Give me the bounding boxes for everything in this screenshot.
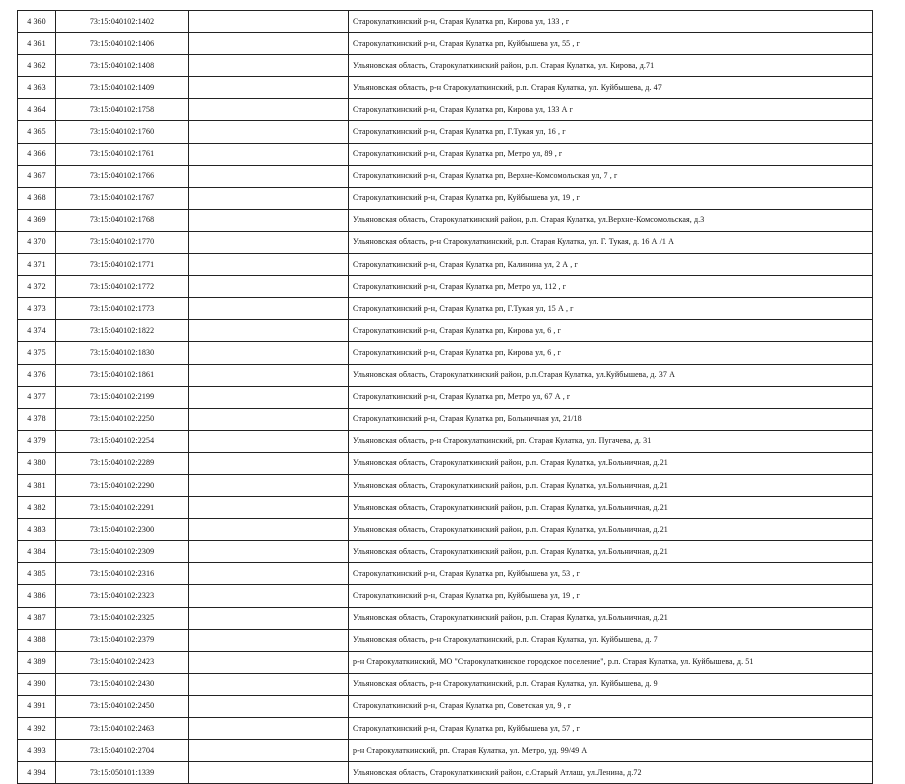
registry-table: [17, 10, 873, 784]
table-row: [18, 695, 873, 717]
empty-cell: [189, 718, 349, 740]
empty-cell: [189, 607, 349, 629]
row-number-cell: 4 385: [18, 563, 56, 585]
address-cell: Старокулаткинский р-н, Старая Кулатка рп, Куйбышева ул, 57 , г: [349, 718, 873, 740]
address-cell: Ульяновская область, р-н Старокулаткинский, рп. Старая Кулатка, ул. Пугачева, д. 31: [349, 430, 873, 452]
address-cell: Старокулаткинский р-н, Старая Кулатка рп, Г.Тукая ул, 15 А , г: [349, 298, 873, 320]
cadastral-number-cell: 73:15:040102:2316: [56, 563, 189, 585]
table-row: [18, 519, 873, 541]
address-cell: Старокулаткинский р-н, Старая Кулатка рп, Г.Тукая ул, 16 , г: [349, 121, 873, 143]
empty-cell: [189, 209, 349, 231]
row-number-cell: 4 392: [18, 718, 56, 740]
address-cell: Ульяновская область, Старокулаткинский район, р.п. Старая Кулатка, ул.Больничная, д.21: [349, 497, 873, 519]
registry-table-body: [18, 11, 873, 784]
address-cell: Ульяновская область, Старокулаткинский район, с.Старый Атлаш, ул.Ленина, д.72: [349, 762, 873, 784]
address-cell: Старокулаткинский р-н, Старая Кулатка рп, Куйбышева ул, 55 , г: [349, 33, 873, 55]
address-cell: Ульяновская область, Старокулаткинский район, р.п. Старая Кулатка, ул. Кирова, д.71: [349, 55, 873, 77]
row-number-cell: 4 377: [18, 386, 56, 408]
empty-cell: [189, 386, 349, 408]
table-row: [18, 231, 873, 253]
row-number-cell: 4 362: [18, 55, 56, 77]
cadastral-number-cell: 73:15:040102:1758: [56, 99, 189, 121]
empty-cell: [189, 519, 349, 541]
address-cell: Старокулаткинский р-н, Старая Кулатка рп, Куйбышева ул, 19 , г: [349, 187, 873, 209]
empty-cell: [189, 563, 349, 585]
cadastral-number-cell: 73:15:040102:1761: [56, 143, 189, 165]
table-row: [18, 607, 873, 629]
cadastral-number-cell: 73:15:040102:1409: [56, 77, 189, 99]
empty-cell: [189, 77, 349, 99]
empty-cell: [189, 740, 349, 762]
table-row: [18, 563, 873, 585]
table-row: [18, 430, 873, 452]
empty-cell: [189, 629, 349, 651]
address-cell: Старокулаткинский р-н, Старая Кулатка рп, Кирова ул, 133 , г: [349, 11, 873, 33]
empty-cell: [189, 55, 349, 77]
row-number-cell: 4 360: [18, 11, 56, 33]
row-number-cell: 4 384: [18, 541, 56, 563]
table-row: [18, 629, 873, 651]
address-cell: Ульяновская область, р-н Старокулаткинский, р.п. Старая Кулатка, ул. Куйбышева, д. 47: [349, 77, 873, 99]
cadastral-number-cell: 73:15:040102:2450: [56, 695, 189, 717]
address-cell: Ульяновская область, Старокулаткинский район, р.п. Старая Кулатка, ул.Больничная, д.21: [349, 452, 873, 474]
cadastral-number-cell: 73:15:040102:1406: [56, 33, 189, 55]
cadastral-number-cell: 73:15:050101:1339: [56, 762, 189, 784]
address-cell: Старокулаткинский р-н, Старая Кулатка рп, Советская ул, 9 , г: [349, 695, 873, 717]
table-row: [18, 474, 873, 496]
empty-cell: [189, 298, 349, 320]
row-number-cell: 4 371: [18, 254, 56, 276]
table-row: [18, 585, 873, 607]
address-cell: Старокулаткинский р-н, Старая Кулатка рп, Метро ул, 89 , г: [349, 143, 873, 165]
row-number-cell: 4 370: [18, 231, 56, 253]
empty-cell: [189, 430, 349, 452]
address-cell: Старокулаткинский р-н, Старая Кулатка рп, Верхне-Комсомольская ул, 7 , г: [349, 165, 873, 187]
table-row: [18, 386, 873, 408]
address-cell: Старокулаткинский р-н, Старая Кулатка рп, Кирова ул, 6 , г: [349, 320, 873, 342]
address-cell: Старокулаткинский р-н, Старая Кулатка рп, Больничная ул, 21/18: [349, 408, 873, 430]
address-cell: Старокулаткинский р-н, Старая Кулатка рп, Калинина ул, 2 А , г: [349, 254, 873, 276]
table-row: [18, 740, 873, 762]
empty-cell: [189, 231, 349, 253]
table-row: [18, 121, 873, 143]
table-row: [18, 452, 873, 474]
address-cell: Ульяновская область, р-н Старокулаткинский, р.п. Старая Кулатка, ул. Куйбышева, д. 9: [349, 673, 873, 695]
empty-cell: [189, 320, 349, 342]
row-number-cell: 4 363: [18, 77, 56, 99]
cadastral-number-cell: 73:15:040102:2289: [56, 452, 189, 474]
cadastral-number-cell: 73:15:040102:2463: [56, 718, 189, 740]
table-row: [18, 276, 873, 298]
table-row: [18, 364, 873, 386]
empty-cell: [189, 497, 349, 519]
cadastral-number-cell: 73:15:040102:2430: [56, 673, 189, 695]
table-row: [18, 320, 873, 342]
table-row: [18, 77, 873, 99]
table-row: [18, 11, 873, 33]
address-cell: Старокулаткинский р-н, Старая Кулатка рп, Метро ул, 112 , г: [349, 276, 873, 298]
cadastral-number-cell: 73:15:040102:1760: [56, 121, 189, 143]
cadastral-number-cell: 73:15:040102:1822: [56, 320, 189, 342]
empty-cell: [189, 143, 349, 165]
row-number-cell: 4 383: [18, 519, 56, 541]
row-number-cell: 4 366: [18, 143, 56, 165]
empty-cell: [189, 11, 349, 33]
row-number-cell: 4 364: [18, 99, 56, 121]
cadastral-number-cell: 73:15:040102:2323: [56, 585, 189, 607]
cadastral-number-cell: 73:15:040102:1771: [56, 254, 189, 276]
table-row: [18, 762, 873, 784]
cadastral-number-cell: 73:15:040102:1773: [56, 298, 189, 320]
address-cell: Ульяновская область, р-н Старокулаткинский, р.п. Старая Кулатка, ул. Г. Тукая, д. 16 А /1 А: [349, 231, 873, 253]
table-row: [18, 33, 873, 55]
table-row: [18, 673, 873, 695]
row-number-cell: 4 394: [18, 762, 56, 784]
cadastral-number-cell: 73:15:040102:1768: [56, 209, 189, 231]
row-number-cell: 4 376: [18, 364, 56, 386]
address-cell: Старокулаткинский р-н, Старая Кулатка рп, Кирова ул, 6 , г: [349, 342, 873, 364]
table-row: [18, 165, 873, 187]
empty-cell: [189, 364, 349, 386]
table-row: [18, 187, 873, 209]
address-cell: Ульяновская область, Старокулаткинский район, р.п. Старая Кулатка, ул.Больничная, д.21: [349, 519, 873, 541]
cadastral-number-cell: 73:15:040102:1861: [56, 364, 189, 386]
address-cell: Ульяновская область, Старокулаткинский район, р.п. Старая Кулатка, ул.Больничная, д.21: [349, 541, 873, 563]
address-cell: Ульяновская область, Старокулаткинский район, р.п.Старая Кулатка, ул.Куйбышева, д. 37 А: [349, 364, 873, 386]
row-number-cell: 4 386: [18, 585, 56, 607]
row-number-cell: 4 390: [18, 673, 56, 695]
cadastral-number-cell: 73:15:040102:2379: [56, 629, 189, 651]
cadastral-number-cell: 73:15:040102:2423: [56, 651, 189, 673]
table-row: [18, 408, 873, 430]
row-number-cell: 4 373: [18, 298, 56, 320]
cadastral-number-cell: 73:15:040102:1408: [56, 55, 189, 77]
empty-cell: [189, 541, 349, 563]
table-row: [18, 55, 873, 77]
empty-cell: [189, 254, 349, 276]
address-cell: Старокулаткинский р-н, Старая Кулатка рп, Кирова ул, 133 А г: [349, 99, 873, 121]
cadastral-number-cell: 73:15:040102:2290: [56, 474, 189, 496]
address-cell: Ульяновская область, Старокулаткинский район, р.п. Старая Кулатка, ул.Больничная, д.21: [349, 607, 873, 629]
empty-cell: [189, 33, 349, 55]
row-number-cell: 4 382: [18, 497, 56, 519]
table-row: [18, 497, 873, 519]
table-row: [18, 298, 873, 320]
table-row: [18, 209, 873, 231]
cadastral-number-cell: 73:15:040102:2291: [56, 497, 189, 519]
row-number-cell: 4 388: [18, 629, 56, 651]
cadastral-number-cell: 73:15:040102:2325: [56, 607, 189, 629]
empty-cell: [189, 695, 349, 717]
row-number-cell: 4 378: [18, 408, 56, 430]
table-row: [18, 718, 873, 740]
address-cell: Ульяновская область, Старокулаткинский район, р.п. Старая Кулатка, ул.Верхне-Комсомольская, д.3: [349, 209, 873, 231]
empty-cell: [189, 651, 349, 673]
table-row: [18, 541, 873, 563]
cadastral-number-cell: 73:15:040102:2250: [56, 408, 189, 430]
address-cell: р-н Старокулаткинский, рп. Старая Кулатка, ул. Метро, уд. 99/49 А: [349, 740, 873, 762]
cadastral-number-cell: 73:15:040102:2300: [56, 519, 189, 541]
empty-cell: [189, 762, 349, 784]
row-number-cell: 4 391: [18, 695, 56, 717]
cadastral-number-cell: 73:15:040102:2704: [56, 740, 189, 762]
empty-cell: [189, 474, 349, 496]
address-cell: Ульяновская область, Старокулаткинский район, р.п. Старая Кулатка, ул.Больничная, д.21: [349, 474, 873, 496]
row-number-cell: 4 375: [18, 342, 56, 364]
cadastral-number-cell: 73:15:040102:1402: [56, 11, 189, 33]
empty-cell: [189, 342, 349, 364]
table-row: [18, 143, 873, 165]
cadastral-number-cell: 73:15:040102:2309: [56, 541, 189, 563]
table-row: [18, 342, 873, 364]
row-number-cell: 4 374: [18, 320, 56, 342]
cadastral-number-cell: 73:15:040102:1767: [56, 187, 189, 209]
table-row: [18, 254, 873, 276]
cadastral-number-cell: 73:15:040102:1766: [56, 165, 189, 187]
table-row: [18, 99, 873, 121]
row-number-cell: 4 381: [18, 474, 56, 496]
row-number-cell: 4 389: [18, 651, 56, 673]
cadastral-number-cell: 73:15:040102:1770: [56, 231, 189, 253]
row-number-cell: 4 379: [18, 430, 56, 452]
empty-cell: [189, 165, 349, 187]
empty-cell: [189, 99, 349, 121]
empty-cell: [189, 276, 349, 298]
row-number-cell: 4 361: [18, 33, 56, 55]
address-cell: Старокулаткинский р-н, Старая Кулатка рп, Куйбышева ул, 19 , г: [349, 585, 873, 607]
row-number-cell: 4 380: [18, 452, 56, 474]
row-number-cell: 4 393: [18, 740, 56, 762]
table-row: [18, 651, 873, 673]
row-number-cell: 4 367: [18, 165, 56, 187]
cadastral-number-cell: 73:15:040102:1772: [56, 276, 189, 298]
address-cell: Старокулаткинский р-н, Старая Кулатка рп, Метро ул, 67 А , г: [349, 386, 873, 408]
row-number-cell: 4 369: [18, 209, 56, 231]
address-cell: р-н Старокулаткинский, МО "Старокулаткинское городское поселение", р.п. Старая Кулатка, ул. Куйбышева, д. 51: [349, 651, 873, 673]
empty-cell: [189, 121, 349, 143]
row-number-cell: 4 368: [18, 187, 56, 209]
cadastral-number-cell: 73:15:040102:2199: [56, 386, 189, 408]
cadastral-number-cell: 73:15:040102:2254: [56, 430, 189, 452]
row-number-cell: 4 387: [18, 607, 56, 629]
empty-cell: [189, 408, 349, 430]
empty-cell: [189, 585, 349, 607]
row-number-cell: 4 372: [18, 276, 56, 298]
row-number-cell: 4 365: [18, 121, 56, 143]
cadastral-number-cell: 73:15:040102:1830: [56, 342, 189, 364]
address-cell: Старокулаткинский р-н, Старая Кулатка рп, Куйбышева ул, 53 , г: [349, 563, 873, 585]
address-cell: Ульяновская область, р-н Старокулаткинский, р.п. Старая Кулатка, ул. Куйбышева, д. 7: [349, 629, 873, 651]
empty-cell: [189, 452, 349, 474]
empty-cell: [189, 187, 349, 209]
empty-cell: [189, 673, 349, 695]
